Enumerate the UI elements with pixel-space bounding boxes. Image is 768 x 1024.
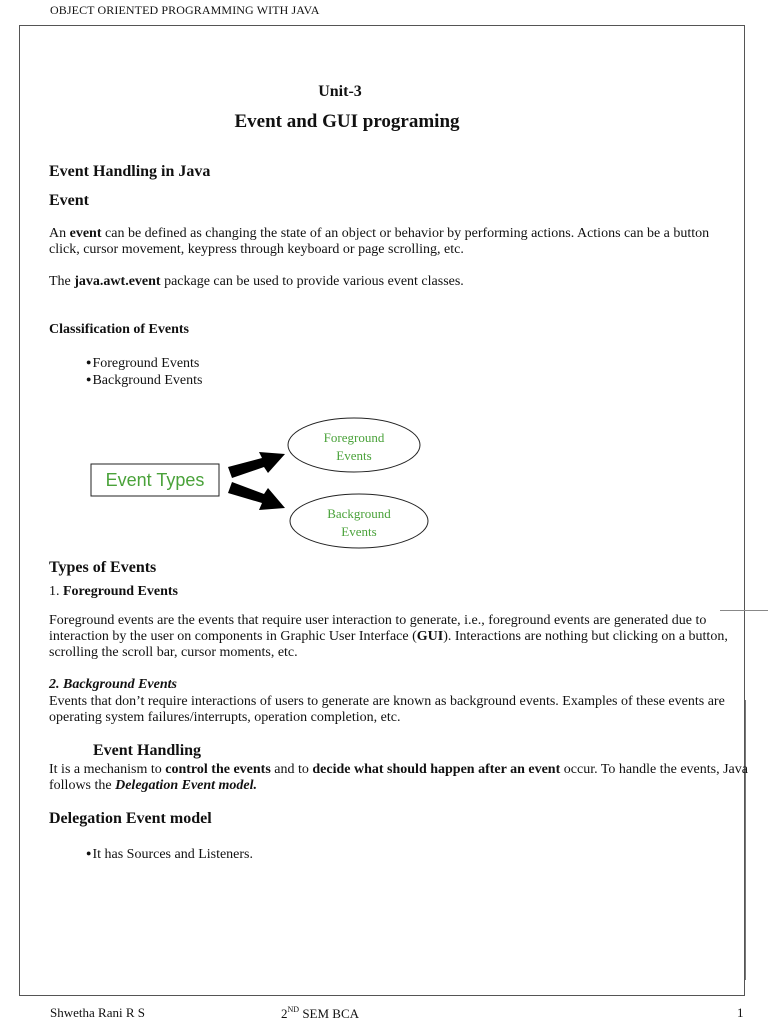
background-ellipse-line2: Events (341, 524, 377, 539)
footer-semester: 2ND SEM BCA (281, 1005, 360, 1021)
classification-item-background: ●Background Events (86, 373, 203, 388)
classification-heading: Classification of Events (49, 322, 189, 337)
subheading-event: Event (49, 192, 89, 209)
delegation-item: ●It has Sources and Listeners. (86, 847, 254, 862)
event-types-label: Event Types (105, 470, 205, 490)
bullet-icon: ● (86, 848, 92, 858)
running-header: OBJECT ORIENTED PROGRAMMING WITH JAVA (50, 3, 320, 17)
background-events-heading: 2. Background Events (49, 677, 177, 692)
foreground-ellipse-line1: Foreground (323, 430, 385, 445)
package-paragraph: The java.awt.event package can be used to provide various event classes. (49, 274, 464, 289)
classification-item-foreground: ●Foreground Events (86, 356, 200, 371)
delegation-event-model-heading: Delegation Event model (49, 810, 212, 827)
unit-label: Unit-3 (318, 83, 362, 100)
bullet-icon: ● (86, 374, 92, 384)
page-title: Event and GUI programing (234, 111, 460, 132)
foreground-events-ellipse (288, 418, 420, 472)
event-handling-paragraph: It is a mechanism to control the events and to decide what should happen after an event occur. To handle the events, Java follows the Delegation Event model. (49, 762, 748, 793)
section-heading-event-handling-in-java: Event Handling in Java (49, 163, 211, 180)
footer-author: Shwetha Rani R S (50, 1005, 145, 1020)
background-ellipse-line1: Background (327, 506, 391, 521)
arrow-down-icon (228, 482, 285, 510)
foreground-events-heading: 1. Foreground Events (49, 584, 178, 599)
footer-page-number: 1 (737, 1005, 744, 1020)
foreground-ellipse-line2: Events (336, 448, 372, 463)
types-of-events-heading: Types of Events (49, 559, 157, 576)
arrow-up-icon (228, 452, 285, 478)
foreground-events-paragraph: Foreground events are the events that require user interaction to generate, i.e., foreground events are generated due to interaction by the user on components in Graphic User Interface (GUI). Interactions are nothing but clicking on a button, scrolling the scroll bar, cursor moments, etc. (49, 613, 728, 660)
background-events-ellipse (290, 494, 428, 548)
event-handling-heading: Event Handling (93, 742, 202, 759)
bullet-icon: ● (86, 357, 92, 367)
background-events-paragraph: Events that don’t require interactions of users to generate are known as background events. Examples of these events are operating system failures/interrupts, operation completion, etc. (49, 694, 725, 725)
event-definition-paragraph: An event can be defined as changing the state of an object or behavior by performing actions. Actions can be a button click, cursor movement, keypress through keyboard or page scrolling, etc. (49, 226, 710, 257)
